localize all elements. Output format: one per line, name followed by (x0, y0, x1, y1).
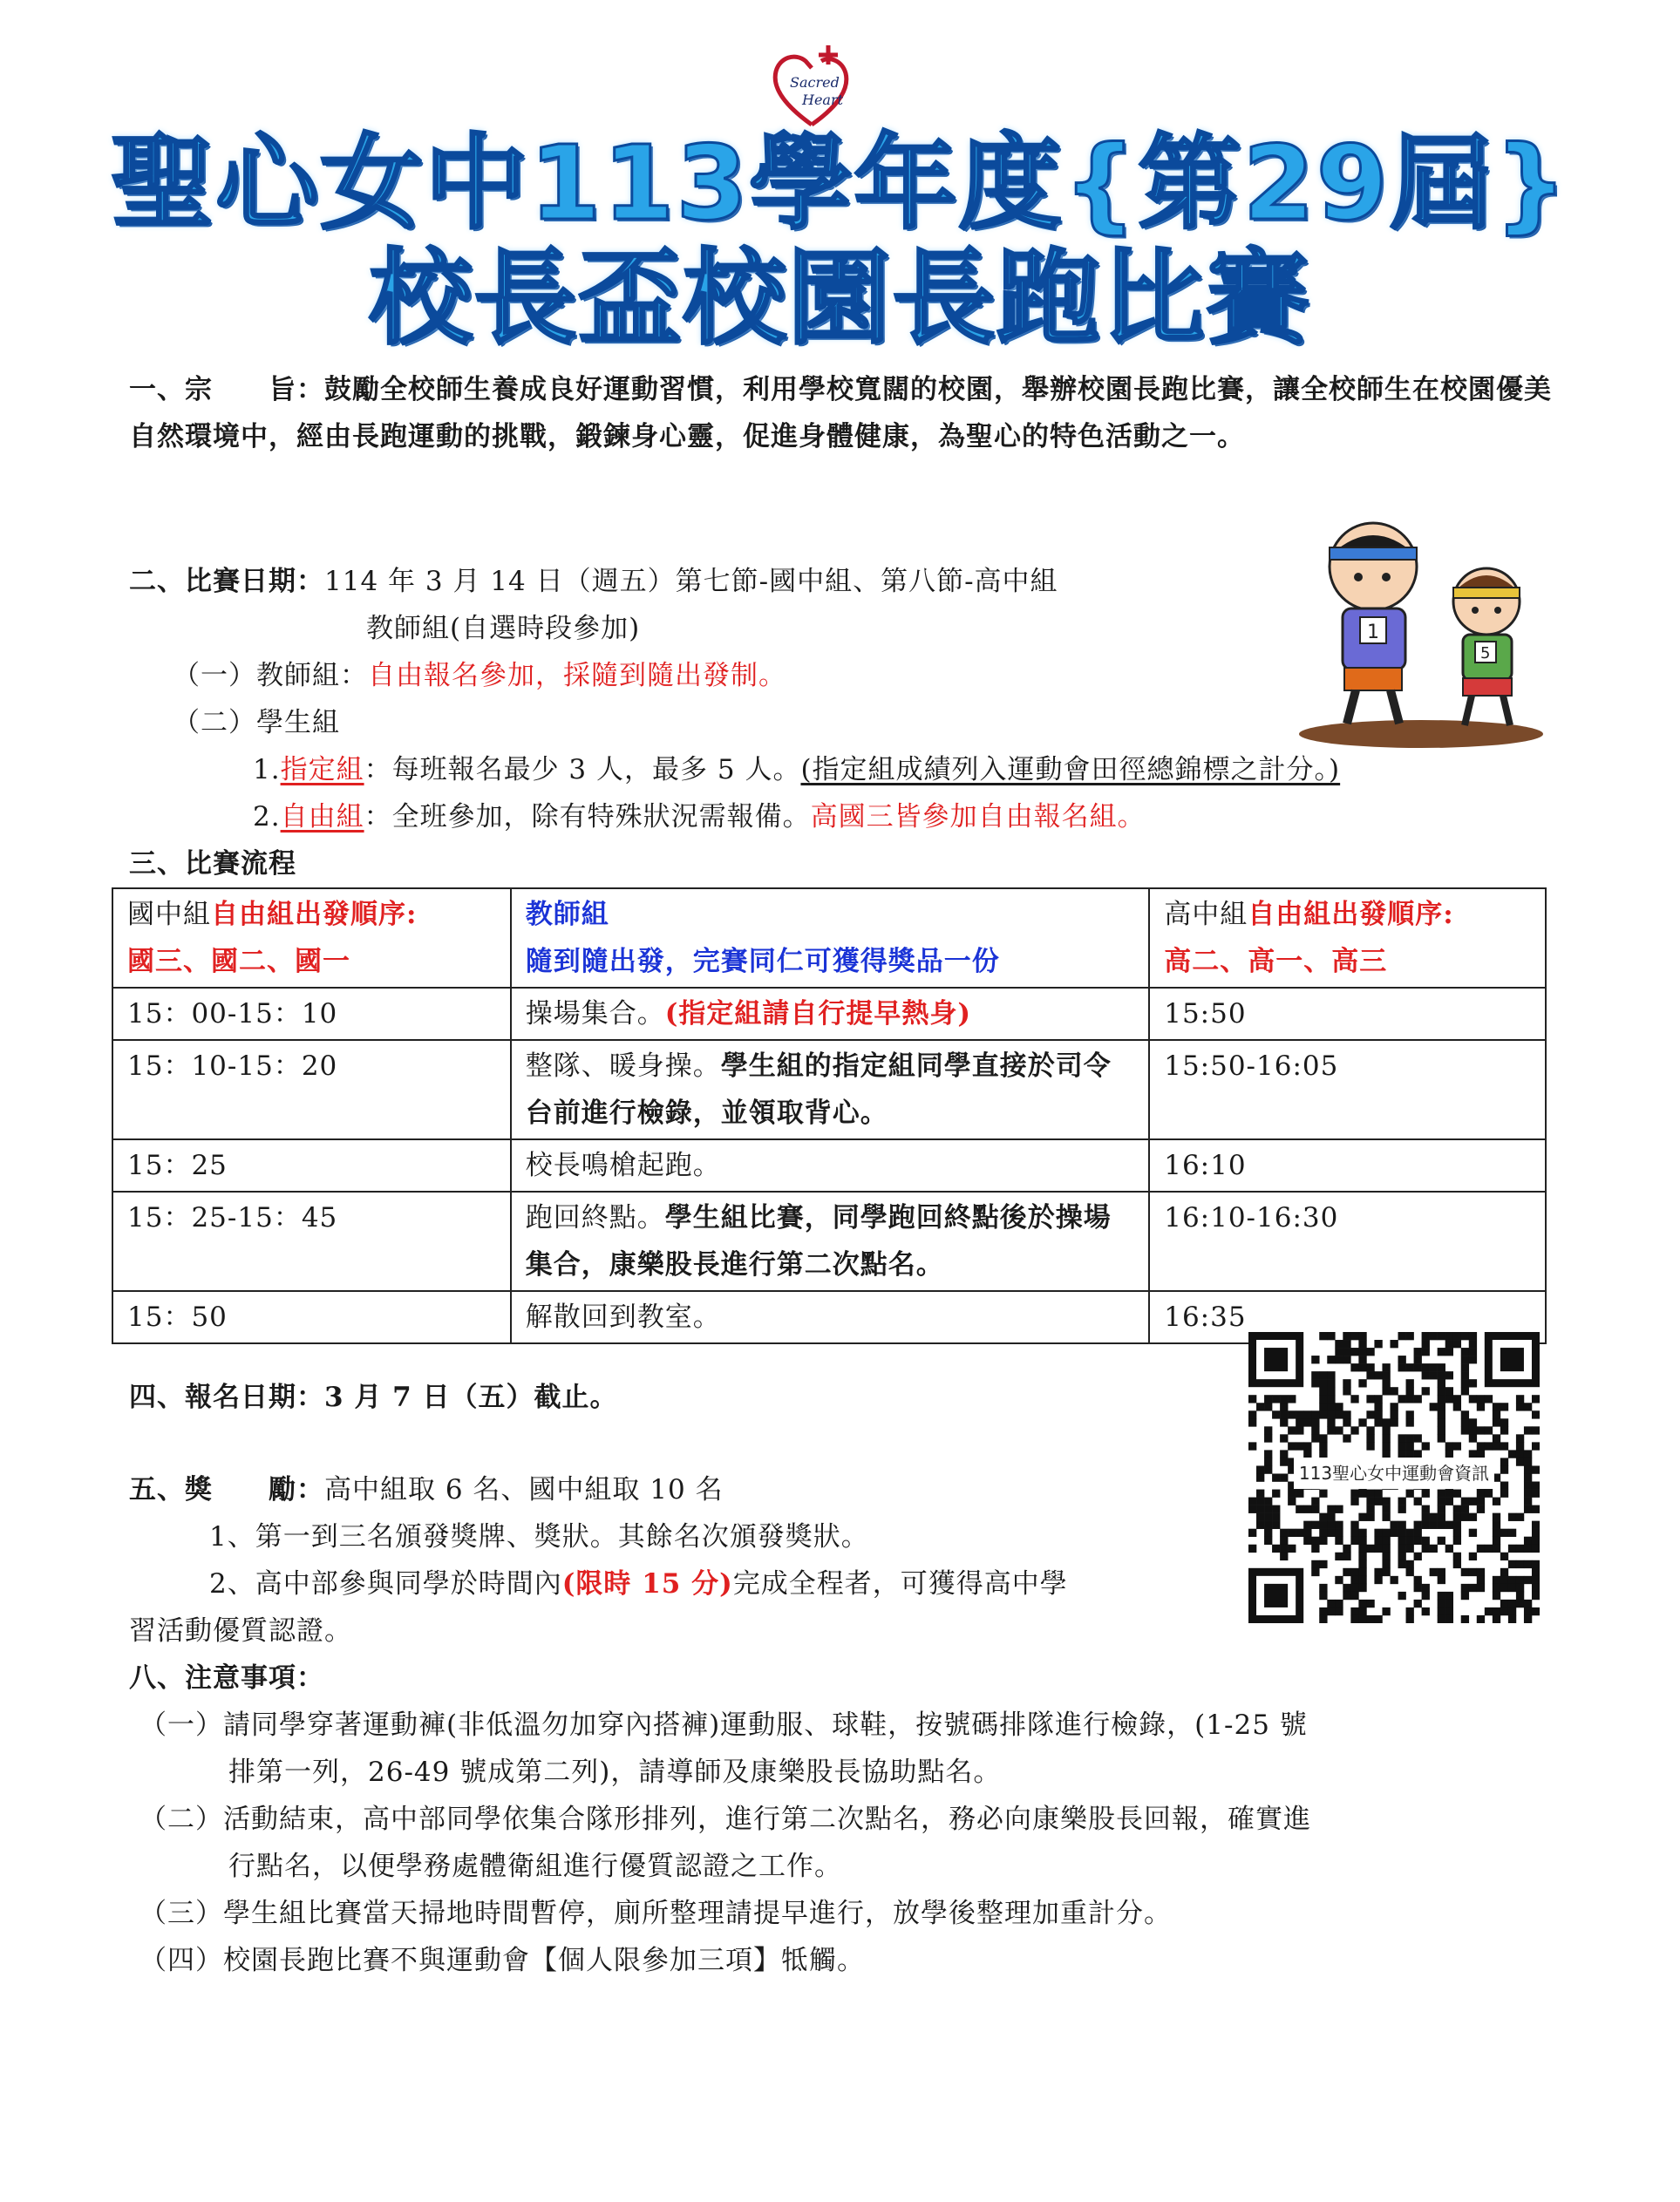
svg-text:1: 1 (1367, 622, 1379, 643)
activity-highlight: (指定組請自行提早熱身) (664, 998, 972, 1030)
activity (511, 1291, 1149, 1343)
student-group-label: （二）學生組 (173, 707, 340, 738)
activity-text: 整隊、暖身操。 (525, 1050, 721, 1082)
table-row (112, 1040, 1546, 1139)
purpose-paragraph (129, 366, 1559, 460)
activity (511, 1040, 1149, 1139)
note-item-1 (139, 1702, 1308, 1749)
item-2-text: ：全班參加，除有特殊狀況需報備。 (364, 801, 811, 833)
table-row (112, 1192, 1546, 1291)
note-number: （一） (139, 1709, 223, 1741)
senior-time: 16:10 (1149, 1139, 1546, 1192)
student-group-item-2 (253, 793, 1146, 840)
svg-text:Heart: Heart (802, 92, 844, 108)
activity-text: 操場集合。 (525, 998, 665, 1030)
teacher-group-prefix: （一）教師組： (173, 660, 368, 691)
header-junior-prefix: 國中組 (127, 899, 211, 930)
note-item-4 (139, 1937, 865, 1984)
junior-time: 15：50 (112, 1291, 511, 1343)
note-item-3 (139, 1890, 1172, 1937)
item-1-note: (指定組成績列入運動會田徑總錦標之計分。) (800, 754, 1341, 785)
awards-item-2 (209, 1560, 1068, 1607)
header-senior-order: 高二、高一、高三 (1164, 946, 1388, 977)
header-junior-order: 國三、國二、國一 (127, 946, 350, 977)
awards-label: 五、獎 勵： (129, 1474, 324, 1505)
header-senior-high (1149, 888, 1546, 988)
awards-item-2-limit: (限時 15 分) (561, 1568, 733, 1600)
note-number: （三） (139, 1898, 223, 1929)
title-line-2: 校長盃校園長跑比賽 (369, 238, 1311, 358)
running-kids-illustration (1290, 506, 1552, 750)
activity-text: 跑回終點。 (525, 1202, 665, 1234)
date-line-1 (129, 558, 1058, 605)
awards-item-2-post: 完成全程者，可獲得高中學 (732, 1568, 1068, 1600)
notes-label: 八、注意事項： (129, 1662, 324, 1694)
note-item-2-cont: 行點名，以便學務處體衛組進行優質認證之工作。 (228, 1851, 842, 1882)
table-header-row (112, 888, 1546, 988)
svg-text:5: 5 (1480, 644, 1491, 663)
header-senior-order-label: 自由組出發順序: (1248, 899, 1454, 930)
activity-bold: 學生組比賽，同學跑回終點後於操場集合，康樂股長進行第二次點名。 (525, 1202, 1112, 1281)
date-line-2: 教師組(自選時段參加) (366, 613, 641, 644)
header-junior-order-label: 自由組出發順序: (211, 899, 418, 930)
header-junior-high (112, 888, 511, 988)
registration-date: 四、報名日期：3 月 7 日（五）截止。 (129, 1382, 618, 1413)
note-text: 請同學穿著運動褲(非低溫勿加穿內搭褲)運動服、球鞋，按號碼排隊進行檢錄，(1-25 號 (223, 1709, 1308, 1741)
item-2-name: 自由組 (280, 801, 364, 833)
note-item-1-cont: 排第一列，26-49 號成第二列)，請導師及康樂股長協助點名。 (228, 1757, 1002, 1788)
item-1-name: 指定組 (280, 754, 364, 785)
title-line-1: 聖心女中113學年度{第29屆} (111, 123, 1569, 243)
junior-time: 15：10-15：20 (112, 1040, 511, 1139)
teacher-group-rule: 自由報名參加，採隨到隨出發制。 (368, 660, 786, 691)
teacher-group-line (173, 652, 786, 699)
awards-item-2-continued: 習活動優質認證。 (129, 1615, 352, 1647)
junior-time: 15：25-15：45 (112, 1192, 511, 1291)
date-value: 114 年 3 月 14 日（週五）第七節-國中組、第八節-高中組 (324, 566, 1058, 597)
note-item-2 (139, 1796, 1311, 1843)
note-number: （二） (139, 1804, 223, 1835)
header-teacher-note: 隨到隨出發，完賽同仁可獲得獎品一份 (525, 946, 1000, 977)
senior-time: 15:50-16:05 (1149, 1040, 1546, 1139)
svg-text:Sacred: Sacred (790, 74, 840, 91)
item-1-text: ：每班報名最少 3 人，最多 5 人。 (364, 754, 801, 785)
senior-time: 15:50 (1149, 988, 1546, 1040)
note-text: 校園長跑比賽不與運動會【個人限參加三項】牴觸。 (223, 1945, 865, 1976)
purpose-text: 鼓勵全校師生養成良好運動習慣，利用學校寬闊的校園，舉辦校園長跑比賽，讓全校師生在校園優美自然環境中，經由長跑運動的挑戰，鍛鍊身心靈，促進身體健康，為聖心的特色活動之一。 (129, 374, 1552, 452)
activity (511, 988, 1149, 1040)
note-text: 活動結束，高中部同學依集合隊形排列，進行第二次點名，務必向康樂股長回報，確實進 (223, 1804, 1311, 1835)
junior-time: 15：25 (112, 1139, 511, 1192)
schedule-table (112, 887, 1547, 1344)
header-teacher (511, 888, 1149, 988)
purpose-label: 一、宗 旨： (129, 374, 324, 405)
awards-item-2-pre: 2、高中部參與同學於時間內 (209, 1568, 562, 1600)
item-2-number: 2. (253, 801, 281, 833)
activity-text: 校長鳴槍起跑。 (525, 1150, 721, 1181)
qr-code-label: 113聖心女中運動會資訊 (1294, 1458, 1494, 1489)
table-row (112, 988, 1546, 1040)
activity-text: 解散回到教室。 (525, 1301, 721, 1333)
flow-label: 三、比賽流程 (129, 848, 296, 880)
date-label: 二、比賽日期： (129, 566, 324, 597)
item-2-highlight: 高國三皆參加自由報名組。 (810, 801, 1146, 833)
student-group-item-1 (253, 746, 1340, 793)
activity (511, 1192, 1149, 1291)
senior-time: 16:35 (1149, 1291, 1546, 1343)
activity (511, 1139, 1149, 1192)
awards-text: 高中組取 6 名、國中組取 10 名 (324, 1474, 724, 1505)
table-row (112, 1139, 1546, 1192)
awards-line (129, 1466, 724, 1513)
senior-time: 16:10-16:30 (1149, 1192, 1546, 1291)
junior-time: 15：00-15：10 (112, 988, 511, 1040)
header-teacher-title: 教師組 (525, 899, 609, 930)
note-text: 學生組比賽當天掃地時間暫停，廁所整理請提早進行，放學後整理加重計分。 (223, 1898, 1172, 1929)
header-senior-prefix: 高中組 (1164, 899, 1248, 930)
qr-code[interactable] (1248, 1332, 1540, 1623)
activity-bold: 學生組的指定組同學直接於司令台前進行檢錄，並領取背心。 (525, 1050, 1112, 1129)
item-1-number: 1. (253, 754, 281, 785)
note-number: （四） (139, 1945, 223, 1976)
awards-item-1: 1、第一到三名頒發獎牌、獎狀。其餘名次頒發獎狀。 (209, 1521, 869, 1553)
